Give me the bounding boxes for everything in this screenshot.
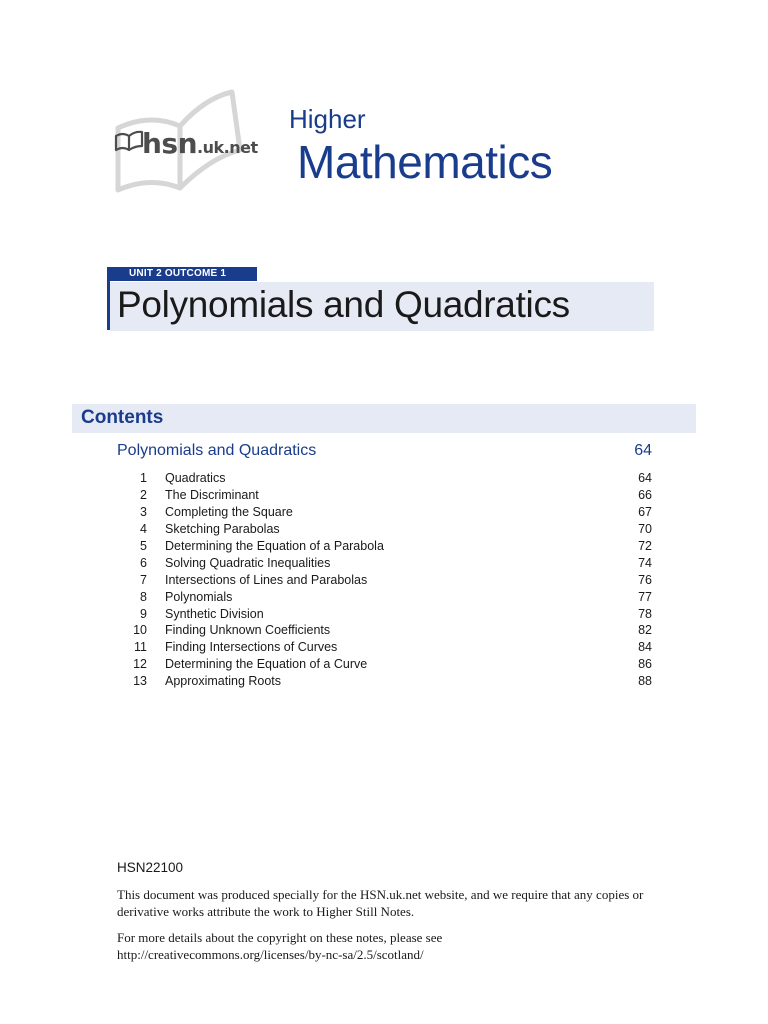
toc-label: Determining the Equation of a Parabola	[165, 539, 384, 553]
section-entry-page: 64	[634, 442, 652, 459]
toc-label: Polynomials	[165, 589, 233, 604]
toc-label: Intersections of Lines and Parabolas	[165, 572, 368, 587]
toc-row[interactable]	[130, 470, 652, 487]
toc-row[interactable]	[130, 538, 652, 555]
logo-wordmark	[142, 127, 258, 160]
toc-number: 8	[140, 589, 147, 604]
toc-page: 84	[638, 640, 652, 655]
toc-number: 7	[140, 572, 147, 587]
toc-number: 1	[140, 471, 147, 486]
contents-heading: Contents	[81, 407, 164, 428]
subject-level: Higher	[289, 104, 366, 134]
toc-number: 5	[140, 539, 147, 553]
toc-page: 67	[638, 505, 652, 520]
open-book-icon	[114, 130, 144, 152]
toc-row[interactable]	[130, 605, 652, 622]
toc-label: Synthetic Division	[165, 606, 264, 621]
document-code: HSN22100	[117, 860, 184, 875]
subject-title: Mathematics	[297, 136, 553, 188]
table-of-contents	[130, 470, 652, 690]
logo-main-text: hsn	[142, 127, 198, 160]
toc-number: 12	[133, 657, 147, 672]
toc-number: 3	[140, 505, 147, 520]
logo-domain-text: .uk.net	[197, 138, 258, 157]
attribution-notice: This document was produced specially for the HSN.uk.net website, and we require that any copies or derivative works attribute the work to Higher Still Notes.	[117, 887, 644, 919]
toc-row[interactable]	[130, 504, 652, 521]
contents-band	[72, 404, 696, 433]
toc-number: 11	[134, 640, 147, 655]
toc-label: Sketching Parabolas	[165, 522, 280, 537]
toc-row[interactable]	[130, 487, 652, 504]
toc-number: 9	[140, 606, 147, 621]
toc-page: 66	[638, 488, 652, 503]
toc-page: 72	[638, 539, 652, 553]
license-link[interactable]: http://creativecommons.org/licenses/by-nc-sa/2.5/scotland/	[117, 947, 424, 962]
section-entry-label: Polynomials and Quadratics	[117, 442, 317, 459]
toc-number: 2	[140, 488, 147, 503]
toc-label: The Discriminant	[165, 488, 259, 503]
toc-label: Completing the Square	[165, 505, 293, 520]
toc-row[interactable]	[130, 571, 652, 588]
toc-number: 10	[133, 623, 147, 638]
copyright-notice	[117, 929, 677, 963]
toc-page: 64	[638, 471, 652, 486]
toc-page: 86	[638, 657, 652, 672]
toc-label: Finding Intersections of Curves	[165, 640, 338, 655]
toc-row[interactable]	[130, 521, 652, 538]
toc-label: Finding Unknown Coefficients	[165, 623, 331, 638]
toc-row[interactable]	[130, 639, 652, 656]
toc-number: 6	[140, 555, 147, 570]
toc-number: 4	[140, 522, 147, 537]
toc-row[interactable]	[130, 622, 652, 639]
toc-page: 74	[638, 555, 652, 570]
toc-page: 82	[638, 623, 652, 638]
toc-label: Solving Quadratic Inequalities	[165, 555, 331, 570]
toc-label: Quadratics	[165, 471, 226, 486]
unit-title: Polynomials and Quadratics	[117, 284, 570, 325]
toc-page: 76	[638, 572, 652, 587]
toc-row[interactable]	[130, 656, 652, 673]
toc-label: Approximating Roots	[165, 674, 282, 689]
unit-tag: UNIT 2 OUTCOME 1	[107, 267, 257, 281]
toc-page: 78	[638, 606, 652, 621]
toc-page: 88	[638, 674, 652, 689]
toc-page: 70	[638, 522, 652, 537]
toc-row[interactable]	[130, 554, 652, 571]
toc-row[interactable]	[130, 673, 652, 690]
toc-row[interactable]	[130, 588, 652, 605]
toc-page: 77	[638, 589, 652, 604]
copyright-text: For more details about the copyright on these notes, please see	[117, 930, 443, 945]
toc-label: Determining the Equation of a Curve	[165, 657, 368, 672]
toc-number: 13	[133, 674, 147, 689]
